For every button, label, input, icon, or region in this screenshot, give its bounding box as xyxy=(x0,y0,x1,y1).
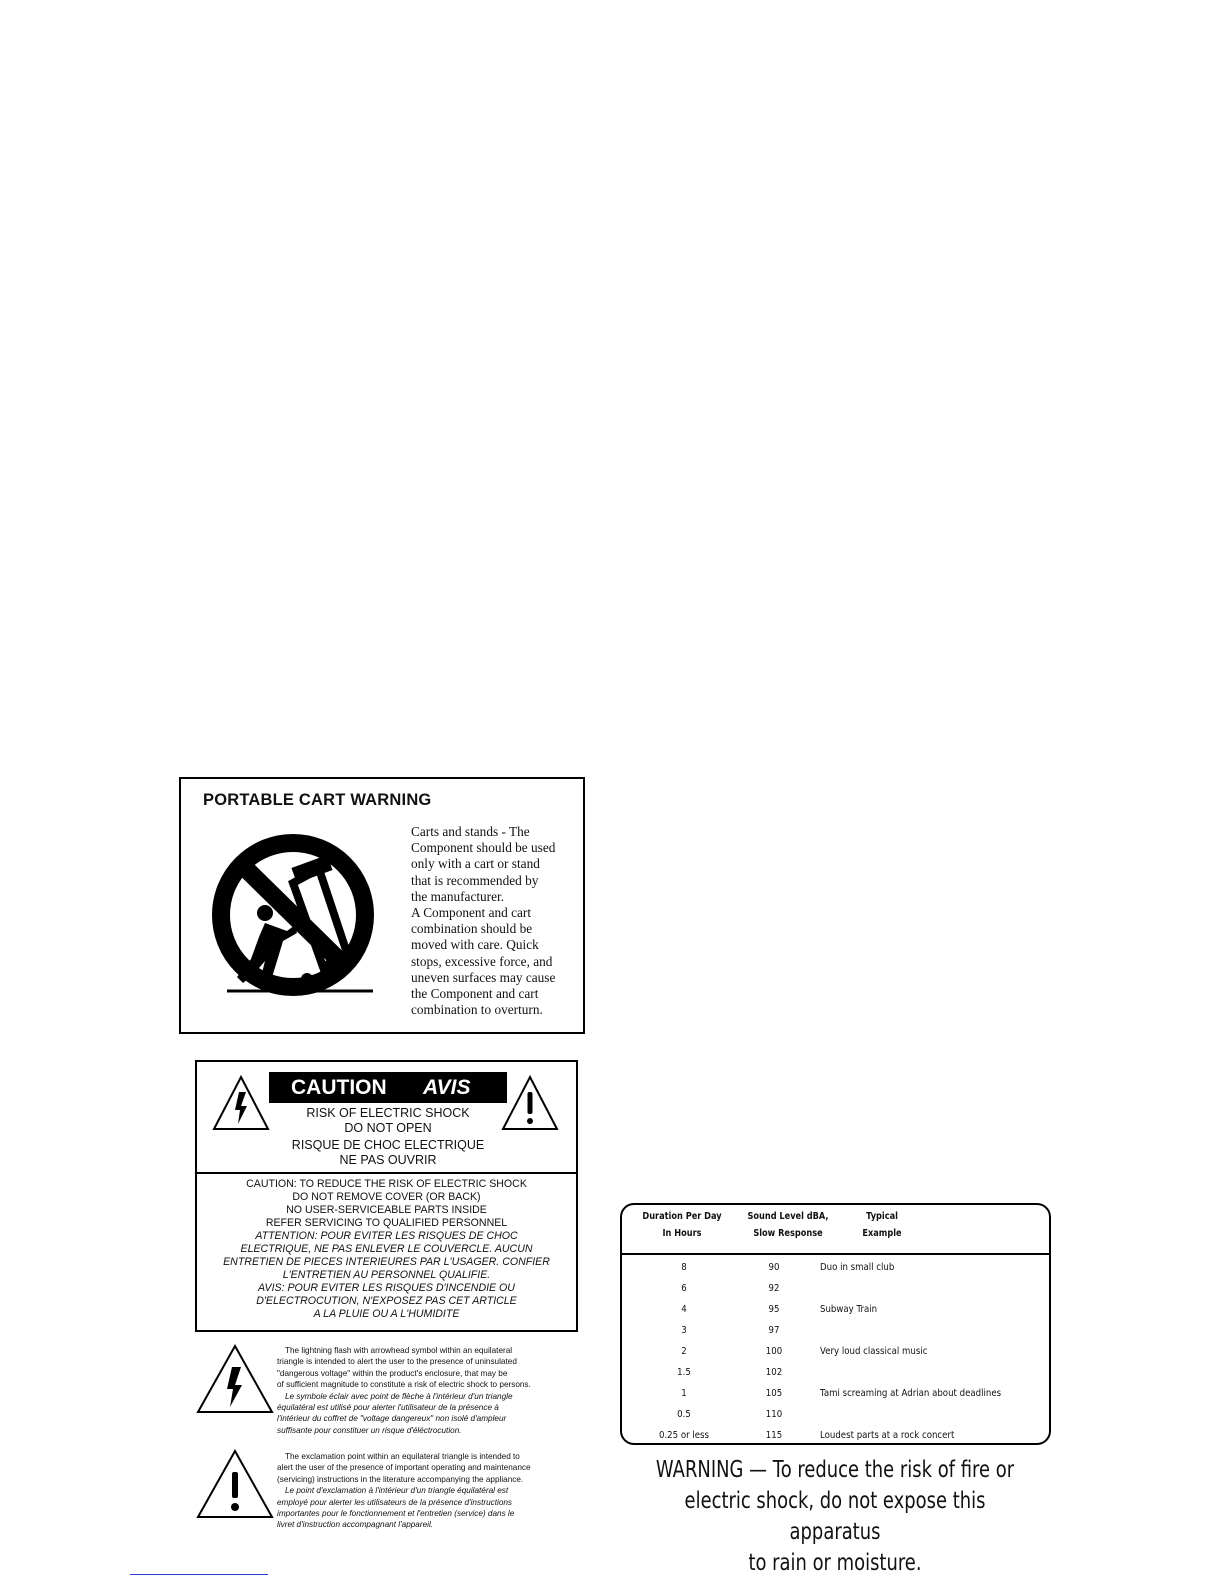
cell-duration: 1 xyxy=(681,1388,687,1399)
cell-duration: 2 xyxy=(681,1346,687,1357)
exclamation-en-line: alert the user of the presence of important operating and maintenance xyxy=(277,1463,531,1473)
caution-french-line: NE PAS OUVRIR xyxy=(339,1153,437,1167)
exclamation-triangle-icon xyxy=(500,1074,560,1137)
caution-french-line: RISQUE DE CHOC ELECTRIQUE xyxy=(291,1138,485,1152)
cell-example: Loudest parts at a rock concert xyxy=(820,1430,955,1441)
portable-cart-warning xyxy=(179,777,585,1034)
caution-french xyxy=(255,1138,521,1168)
no-cart-tipping-icon xyxy=(207,833,379,1018)
caution-banner xyxy=(269,1072,507,1103)
banner-avis-text: AVIS xyxy=(423,1076,471,1099)
cell-example: Very loud classical music xyxy=(820,1346,928,1357)
cell-level: 92 xyxy=(768,1283,780,1294)
header-sound-level xyxy=(742,1208,834,1242)
cart-text-line: Component should be used xyxy=(411,840,556,856)
lightning-fr-line: l'intérieur du coffret de "voltage dangereux" non isolé d'ampleur xyxy=(277,1414,507,1424)
cart-text-line: moved with care. Quick xyxy=(411,937,539,953)
cart-text-line: combination should be xyxy=(411,921,533,937)
caution-body-line: ATTENTION: POUR EVITER LES RISQUES DE CHOC xyxy=(255,1230,518,1242)
lightning-triangle-icon xyxy=(211,1074,271,1137)
table-row xyxy=(622,1384,1049,1404)
cell-level: 90 xyxy=(768,1262,780,1273)
header-divider xyxy=(622,1253,1049,1255)
header-example-line: Example xyxy=(862,1228,902,1239)
cart-text-line: only with a cart or stand xyxy=(411,856,540,872)
table-row xyxy=(622,1279,1049,1299)
table-row xyxy=(622,1342,1049,1362)
caution-body-line: NO USER-SERVICEABLE PARTS INSIDE xyxy=(286,1204,487,1216)
cell-duration: 8 xyxy=(681,1262,687,1273)
header-duration-line: In Hours xyxy=(662,1228,702,1239)
lightning-symbol-explanation xyxy=(277,1345,577,1436)
cell-duration: 0.5 xyxy=(677,1409,691,1420)
caution-body-line: ENTRETIEN DE PIECES INTERIEURES PAR L'USAGER. CONFIER xyxy=(223,1256,550,1268)
cart-warning-title: PORTABLE CART WARNING xyxy=(203,791,432,809)
cart-text-line: combination to overturn. xyxy=(411,1002,543,1018)
cell-level: 100 xyxy=(765,1346,783,1357)
header-example-line: Typical xyxy=(866,1211,898,1222)
cell-level: 102 xyxy=(765,1367,783,1378)
cell-level: 105 xyxy=(765,1388,783,1399)
exclamation-fr-line: Le point d'exclamation à l'intérieur d'un triangle équilatéral est xyxy=(285,1486,509,1496)
exclamation-fr-line: employé pour alerter les utilisateurs de la présence d'instructions xyxy=(277,1497,513,1507)
cell-duration: 1.5 xyxy=(677,1367,691,1378)
caution-body-line: L'ENTRETIEN AU PERSONNEL QUALIFIE. xyxy=(282,1269,491,1281)
exclamation-en-line: (servicing) instructions in the literature accompanying the appliance. xyxy=(277,1474,524,1484)
table-row xyxy=(622,1258,1049,1278)
caution-english xyxy=(269,1106,507,1136)
cell-duration: 4 xyxy=(681,1304,687,1315)
caution-header xyxy=(197,1062,576,1174)
lightning-en-line: triangle is intended to alert the user to the presence of uninsulated xyxy=(277,1357,517,1367)
caution-body-line: A LA PLUIE OU A L'HUMIDITE xyxy=(313,1308,460,1320)
caution-body-line: ELECTRIQUE, NE PAS ENLEVER LE COUVERCLE. AUCUN xyxy=(240,1243,533,1255)
lightning-triangle-icon xyxy=(195,1343,275,1420)
header-level-line: Sound Level dBA, xyxy=(747,1211,829,1222)
moisture-warning xyxy=(652,1455,1019,1579)
cell-level: 115 xyxy=(765,1430,783,1441)
page-link-underline[interactable] xyxy=(130,1574,268,1575)
caution-body-line: DO NOT REMOVE COVER (OR BACK) xyxy=(292,1191,481,1203)
caution-body-line: CAUTION: TO REDUCE THE RISK OF ELECTRIC SHOCK xyxy=(246,1178,527,1190)
cell-example: Tami screaming at Adrian about deadlines xyxy=(820,1388,1002,1399)
sound-exposure-table xyxy=(620,1203,1051,1445)
lightning-en-line: of sufficient magnitude to constitute a risk of electric shock to persons. xyxy=(277,1380,531,1390)
lightning-en-line: The lightning flash with arrowhead symbol within an equilateral xyxy=(285,1346,513,1355)
header-example xyxy=(848,1208,917,1242)
cart-text-line: that is recommended by xyxy=(411,872,539,888)
exclamation-en-line: The exclamation point within an equilateral triangle is intended to xyxy=(285,1452,520,1461)
warning-line: WARNING — To reduce the risk of fire or xyxy=(655,1457,1015,1483)
table-row xyxy=(622,1300,1049,1320)
caution-body xyxy=(197,1178,576,1321)
exclamation-fr-line: importantes pour le fonctionnement et l'entretien (service) dans le xyxy=(277,1509,515,1519)
table-row xyxy=(622,1426,1049,1446)
cart-warning-text xyxy=(411,824,587,1018)
lightning-fr-line: Le symbole éclair avec point de flèche à l'intérieur d'un triangle xyxy=(285,1391,513,1401)
exclamation-fr-line: livret d'instruction accompagnant l'appareil. xyxy=(277,1520,434,1530)
cell-level: 95 xyxy=(768,1304,780,1315)
cell-duration: 3 xyxy=(681,1325,687,1336)
lightning-fr-line: équilatéral est utilisé pour alerter l'utilisateur de la présence à xyxy=(277,1403,499,1413)
cell-duration: 6 xyxy=(681,1283,687,1294)
caution-body-line: REFER SERVICING TO QUALIFIED PERSONNEL xyxy=(265,1217,508,1229)
caution-label xyxy=(195,1060,578,1332)
table-row xyxy=(622,1363,1049,1383)
header-level-line: Slow Response xyxy=(753,1228,823,1239)
warning-line: electric shock, do not expose this apparatus xyxy=(684,1488,986,1545)
exclamation-triangle-icon xyxy=(195,1448,275,1525)
caution-english-line: DO NOT OPEN xyxy=(344,1121,432,1135)
warning-line: to rain or moisture. xyxy=(748,1550,922,1576)
cart-text-line: the manufacturer. xyxy=(411,888,505,904)
header-duration xyxy=(641,1208,723,1242)
banner-caution-text: CAUTION xyxy=(291,1076,387,1099)
cell-duration: 0.25 or less xyxy=(658,1430,710,1441)
cart-text-line: A Component and cart xyxy=(411,905,532,921)
cell-level: 97 xyxy=(768,1325,780,1336)
cell-level: 110 xyxy=(765,1409,783,1420)
caution-body-line: AVIS: POUR EVITER LES RISQUES D'INCENDIE OU xyxy=(258,1282,515,1294)
exclamation-symbol-explanation xyxy=(277,1451,577,1531)
table-row xyxy=(622,1405,1049,1425)
cart-text-line: stops, excessive force, and xyxy=(411,953,553,969)
lightning-fr-line: suffisante pour constituer un risque d'éléctrocution. xyxy=(277,1425,462,1435)
cart-text-line: uneven surfaces may cause xyxy=(411,969,556,985)
caution-english-line: RISK OF ELECTRIC SHOCK xyxy=(306,1106,470,1120)
table-row xyxy=(622,1321,1049,1341)
caution-body-line: D'ELECTROCUTION, N'EXPOSEZ PAS CET ARTICLE xyxy=(256,1295,517,1307)
cell-example: Subway Train xyxy=(820,1304,878,1315)
header-duration-line: Duration Per Day xyxy=(642,1211,722,1222)
cell-example: Duo in small club xyxy=(820,1262,895,1273)
cart-text-line: the Component and cart xyxy=(411,986,539,1002)
lightning-en-line: "dangerous voltage" within the product's enclosure, that may be xyxy=(277,1368,508,1378)
cart-text-line: Carts and stands - The xyxy=(411,824,530,839)
